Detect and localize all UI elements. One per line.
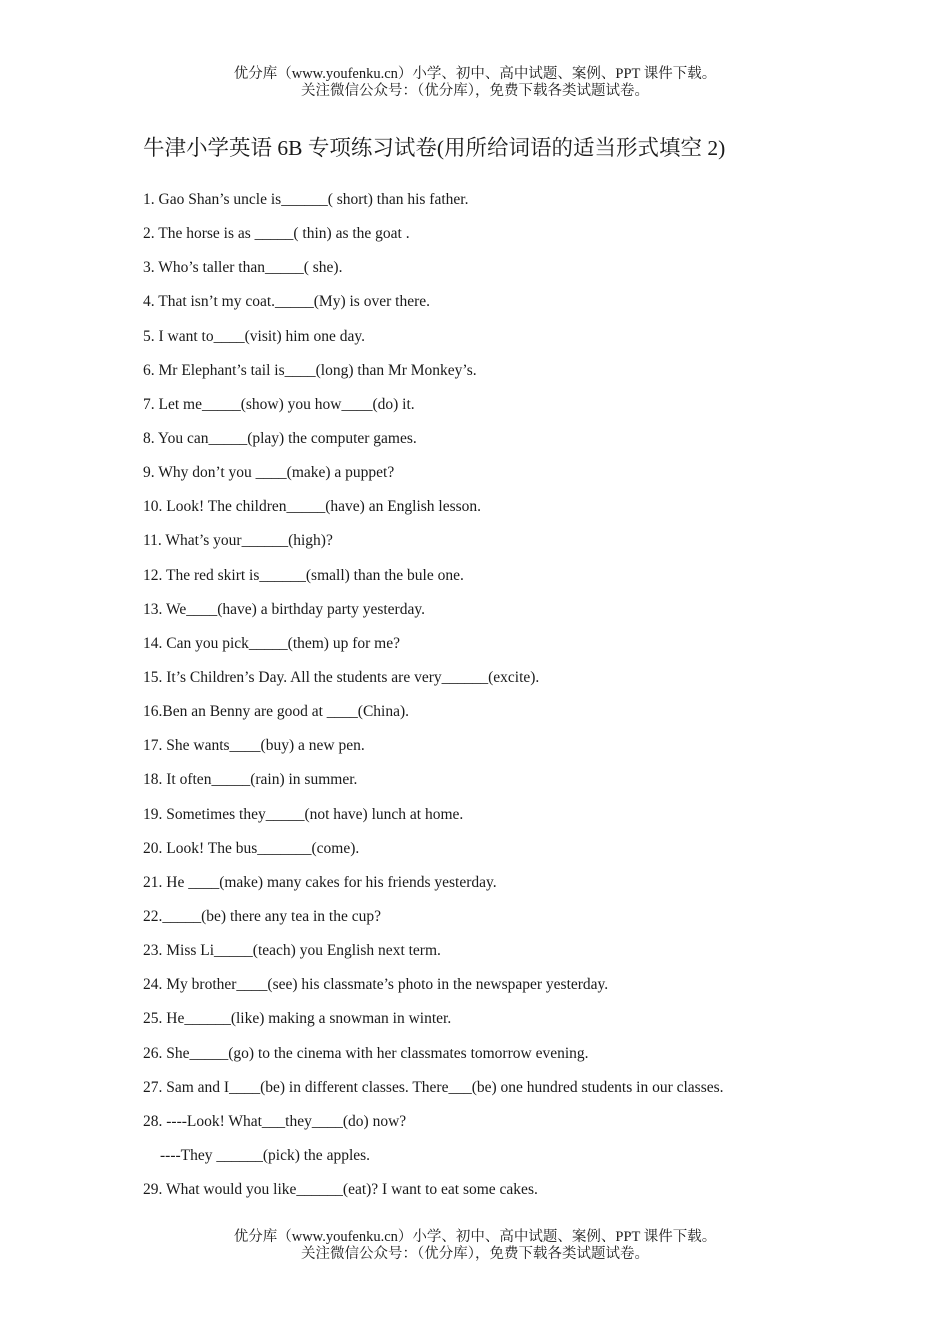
- question-15: 15. It’s Children’s Day. All the students are very______(excite).: [143, 668, 540, 686]
- question-25: 25. He______(like) making a snowman in winter.: [143, 1010, 452, 1028]
- page-footer: [0, 1229, 950, 1263]
- page-header: [0, 66, 950, 100]
- question-12: 12. The red skirt is______(small) than the bule one.: [143, 566, 464, 584]
- question-9: 9. Why don’t you ____(make) a puppet?: [143, 464, 395, 482]
- question-10: 10. Look! The children_____(have) an English lesson.: [143, 498, 482, 516]
- question-28-answer-line: ----They ______(pick) the apples.: [160, 1146, 371, 1164]
- document-title: 牛津小学英语 6B 专项练习试卷(用所给词语的适当形式填空 2): [143, 136, 726, 160]
- question-19: 19. Sometimes they_____(not have) lunch at home.: [143, 805, 464, 823]
- question-list: [143, 183, 863, 1207]
- question-8: 8. You can_____(play) the computer games.: [143, 429, 417, 447]
- question-24: 24. My brother____(see) his classmate’s photo in the newspaper yesterday.: [143, 976, 609, 994]
- question-26: 26. She_____(go) to the cinema with her classmates tomorrow evening.: [143, 1044, 589, 1062]
- question-11: 11. What’s your______(high)?: [143, 532, 333, 550]
- question-4: 4. That isn’t my coat._____(My) is over there.: [143, 293, 430, 311]
- question-29: 29. What would you like______(eat)? I want to eat some cakes.: [143, 1181, 538, 1199]
- header-line-1: 优分库（www.youfenku.cn）小学、初中、高中试题、案例、PPT 课件下载。: [233, 66, 717, 82]
- question-13: 13. We____(have) a birthday party yesterday.: [143, 600, 425, 618]
- question-1: 1. Gao Shan’s uncle is______( short) than his father.: [143, 191, 469, 208]
- footer-line-2: 关注微信公众号：（优分库），免费下载各类试题试卷。: [301, 1246, 649, 1262]
- question-28: 28. ----Look! What___they____(do) now?: [143, 1112, 407, 1130]
- question-7: 7. Let me_____(show) you how____(do) it.: [143, 395, 415, 413]
- question-14: 14. Can you pick_____(them) up for me?: [143, 634, 400, 652]
- question-27: 27. Sam and I____(be) in different classes. There___(be) one hundred students in our classes.: [143, 1078, 724, 1096]
- question-2: 2. The horse is as _____( thin) as the goat .: [143, 225, 410, 243]
- footer-line-1: 优分库（www.youfenku.cn）小学、初中、高中试题、案例、PPT 课件下载。: [233, 1229, 717, 1245]
- question-3: 3. Who’s taller than_____( she).: [143, 259, 343, 277]
- question-23: 23. Miss Li_____(teach) you English next term.: [143, 942, 441, 960]
- header-line-2: 关注微信公众号：（优分库），免费下载各类试题试卷。: [301, 83, 649, 99]
- question-16: 16.Ben an Benny are good at ____(China).: [143, 703, 410, 721]
- question-6: 6. Mr Elephant’s tail is____(long) than Mr Monkey’s.: [143, 361, 477, 379]
- question-17: 17. She wants____(buy) a new pen.: [143, 737, 365, 755]
- question-22: 22._____(be) there any tea in the cup?: [143, 907, 382, 925]
- question-18: 18. It often_____(rain) in summer.: [143, 771, 358, 789]
- question-20: 20. Look! The bus_______(come).: [143, 839, 360, 857]
- question-5: 5. I want to____(visit) him one day.: [143, 327, 365, 345]
- question-21: 21. He ____(make) many cakes for his friends yesterday.: [143, 873, 497, 891]
